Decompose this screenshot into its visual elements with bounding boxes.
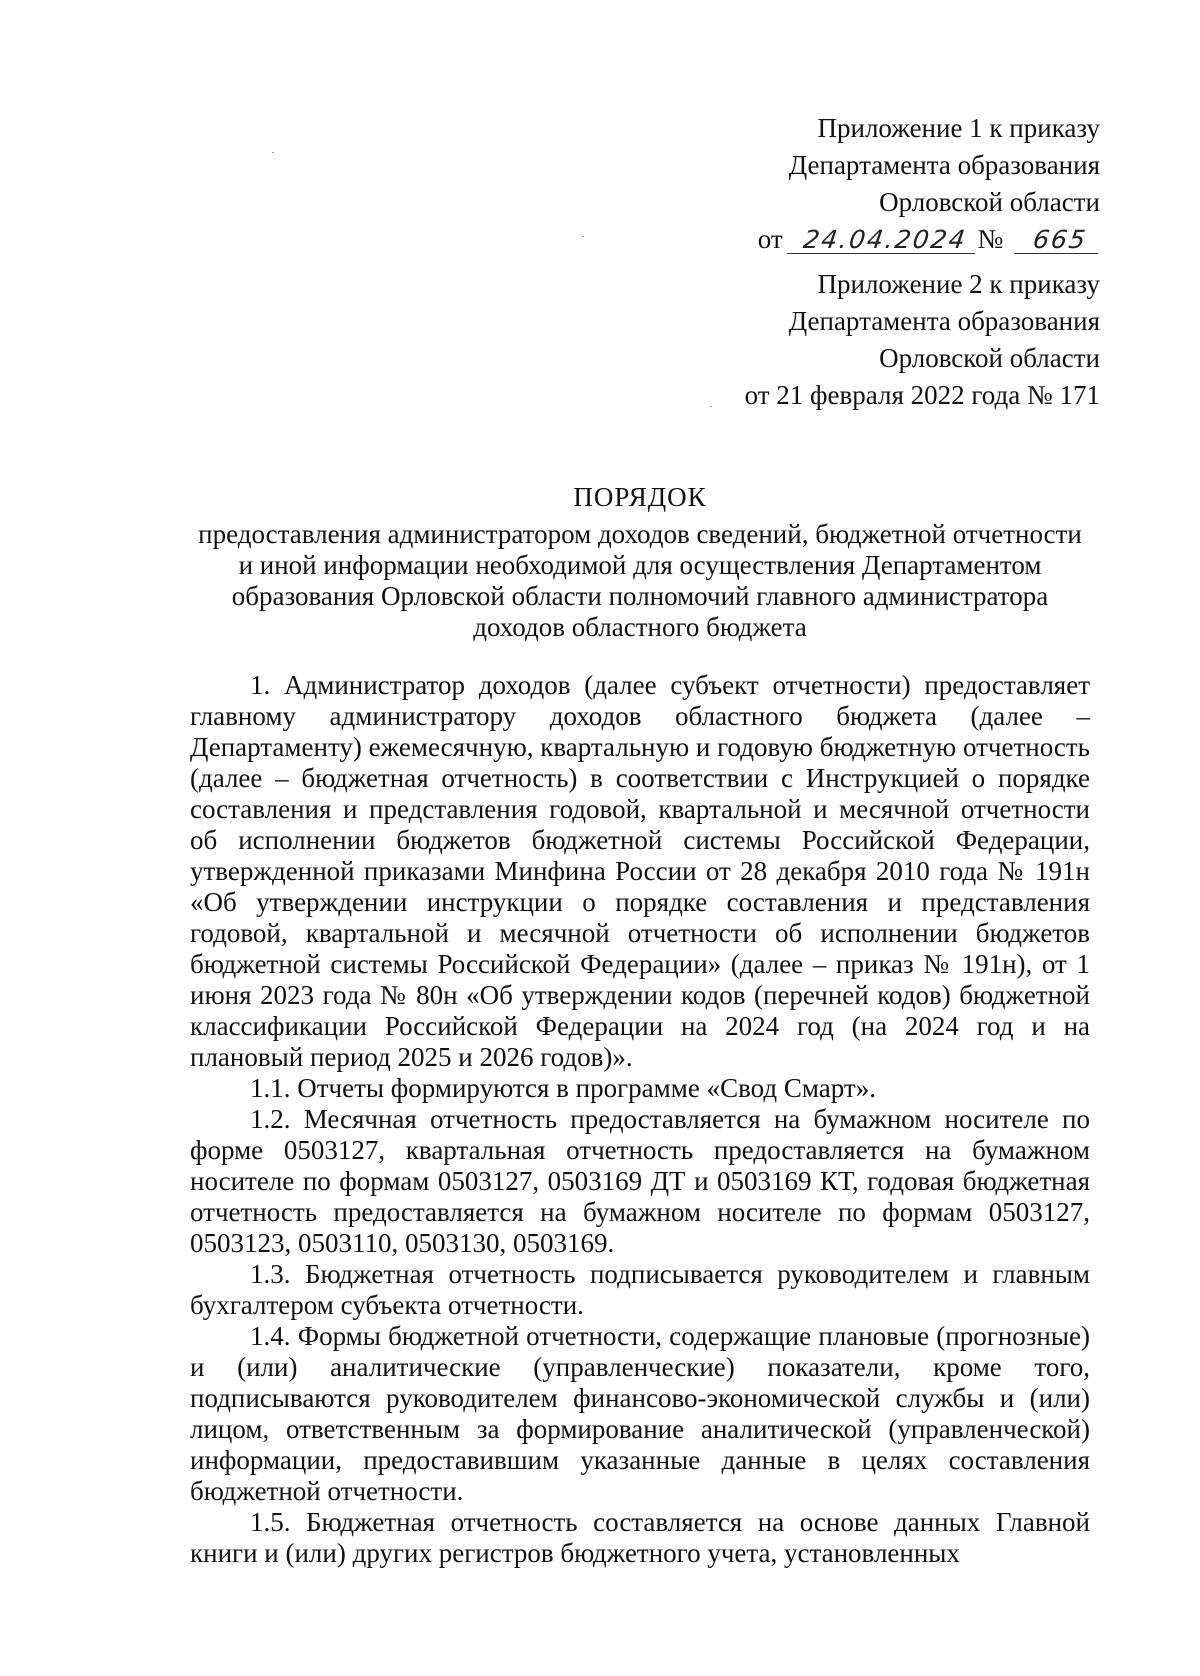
- scan-speck: [710, 406, 712, 407]
- annex-1-line-1: Приложение 1 к приказу: [817, 113, 1100, 143]
- annex-2-line-1: Приложение 2 к приказу: [817, 269, 1100, 299]
- annex-2-line-2: Департамента образования: [788, 306, 1100, 336]
- scan-speck: [272, 152, 274, 153]
- document-body: [190, 670, 1090, 1569]
- paragraph-1: 1. Администратор доходов (далее субъект отчетности) предоставляет главному администратору доходов областного бюджета (далее – Департаменту) ежемесячную, квартальную и годовую бюджетную отчетность (далее – бюджетная отчетность) в соответствии с Инструкцией о порядке составления и представления годовой, квартальной и месячной отчетности об исполнении бюджетов бюджетной системы Российской Федерации, утвержденной приказами Минфина России от 28 декабря 2010 года № 191н «Об утверждении инструкции о порядке составления и представления годовой, квартальной и месячной отчетности об исполнении бюджетов бюджетной системы Российской Федерации» (далее – приказ № 191н), от 1 июня 2023 года № 80н «Об утверждении кодов (перечней кодов) бюджетной классификации Российской Федерации на 2024 год (на 2024 год и на плановый период 2025 и 2026 годов)».: [190, 670, 1090, 1072]
- annex-1-line-2: Департамента образования: [788, 150, 1100, 180]
- scan-speck: [582, 236, 584, 237]
- paragraph-1-4: 1.4. Формы бюджетной отчетности, содержащие плановые (прогнозные) и (или) аналитические (управленческие) показатели, кроме того, подписываются руководителем финансово-экономической службы и (или) лицом, ответственным за формирование аналитической (управленческой) информации, предоставившим указанные данные в целях составления бюджетной отчетности.: [190, 1321, 1090, 1506]
- annex-1-line-4: [758, 221, 1100, 258]
- document-title-block: [190, 482, 1090, 643]
- paragraph-1-1: 1.1. Отчеты формируются в программе «Свод Смарт».: [250, 1073, 876, 1103]
- paragraph-1-3: 1.3. Бюджетная отчетность подписывается руководителем и главным бухгалтером субъекта отчетности.: [190, 1259, 1090, 1320]
- document-title: ПОРЯДОК: [573, 482, 707, 512]
- document-subtitle: предоставления администратором доходов сведений, бюджетной отчетности и иной информации необходимой для осуществления Департаментом образования Орловской области полномочий главного администратора доходов областного бюджета: [198, 519, 1082, 642]
- annex-2-line-4: от 21 февраля 2022 года № 171: [744, 380, 1100, 410]
- handwritten-date: 24.04.2024: [788, 227, 980, 254]
- annex-1-from-label: от: [757, 224, 783, 254]
- handwritten-number: 665: [1014, 227, 1102, 254]
- annex-2-line-3: Орловской области: [879, 343, 1100, 373]
- annex-1-line-3: Орловской области: [879, 187, 1100, 217]
- annex-1-number-label: №: [977, 224, 1004, 254]
- annex-1-header: [758, 110, 1100, 258]
- paragraph-1-2: 1.2. Месячная отчетность предоставляется на бумажном носителе по форме 0503127, квартальная отчетность предоставляется на бумажном носителе по формам 0503127, 0503169 ДТ и 0503169 КТ, годовая бюджетная отчетность предоставляется на бумажном носителе по формам 0503127, 0503123, 0503110, 0503130, 0503169.: [190, 1104, 1090, 1258]
- paragraph-1-5: 1.5. Бюджетная отчетность составляется на основе данных Главной книги и (или) других регистров бюджетного учета, установленных: [190, 1507, 1090, 1568]
- annex-2-header: [745, 266, 1100, 414]
